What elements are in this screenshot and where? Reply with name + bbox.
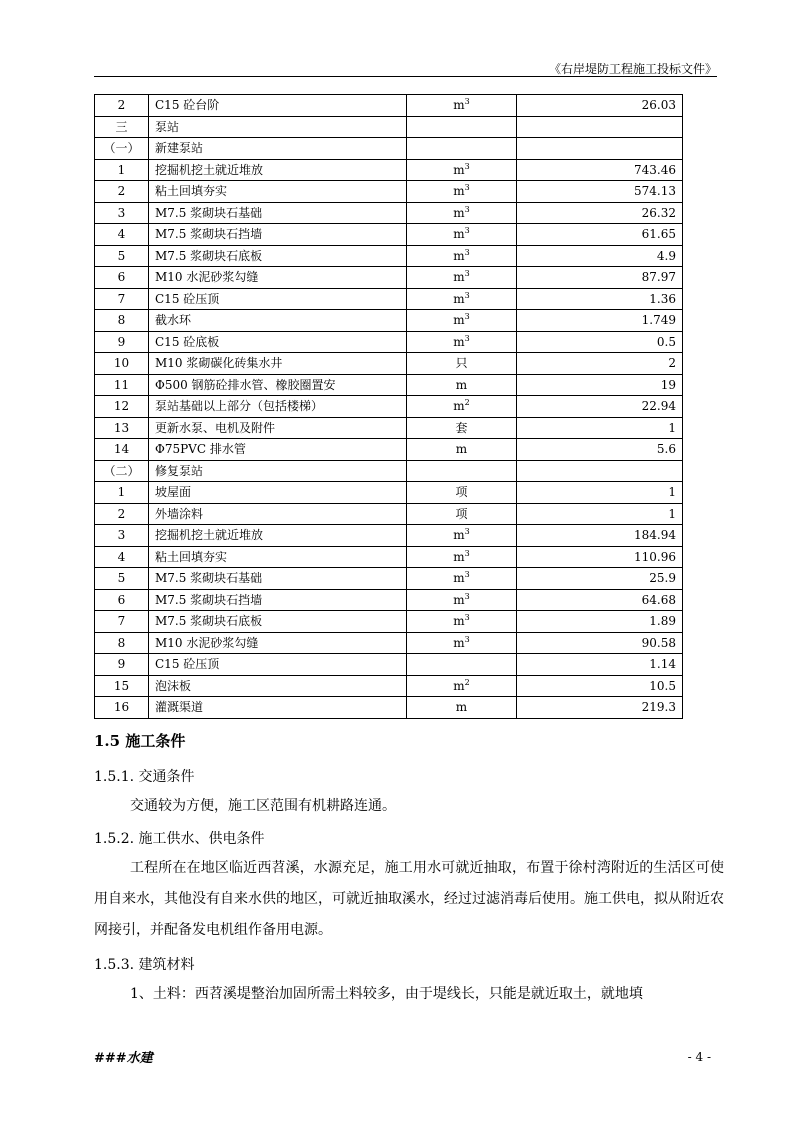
- unit-cell: [407, 396, 517, 418]
- quantity-cell: [517, 138, 683, 160]
- unit-exponent: 3: [464, 634, 470, 644]
- table-row: [95, 224, 683, 246]
- item-name-cell: 外墙涂料: [149, 503, 407, 525]
- unit-exponent: 3: [464, 97, 470, 107]
- unit-cell: [407, 697, 517, 719]
- unit-text: m: [453, 291, 465, 306]
- unit-text: m: [453, 98, 465, 113]
- quantity-cell: 0.5: [517, 331, 683, 353]
- item-number-cell: 2: [95, 181, 149, 203]
- unit-text: m: [453, 334, 465, 349]
- unit-cell: [407, 439, 517, 461]
- quantity-cell: 1.89: [517, 611, 683, 633]
- unit-exponent: 2: [464, 677, 470, 687]
- quantity-cell: 26.03: [517, 95, 683, 117]
- unit-cell: [407, 525, 517, 547]
- unit-cell: [407, 589, 517, 611]
- unit-text: m: [453, 205, 465, 220]
- unit-cell: [407, 675, 517, 697]
- unit-exponent: 2: [464, 398, 470, 408]
- table-row: [95, 310, 683, 332]
- item-number-cell: 6: [95, 267, 149, 289]
- item-number-cell: 2: [95, 95, 149, 117]
- item-name-cell: 泵站: [149, 116, 407, 138]
- quantity-cell: 1.749: [517, 310, 683, 332]
- item-name-cell: C15 砼压顶: [149, 654, 407, 676]
- unit-text: m: [453, 635, 465, 650]
- unit-text: m: [453, 270, 465, 285]
- table-row: [95, 568, 683, 590]
- item-number-cell: 11: [95, 374, 149, 396]
- quantity-cell: 1: [517, 482, 683, 504]
- quantity-cell: 219.3: [517, 697, 683, 719]
- table-row: [95, 288, 683, 310]
- quantity-cell: 184.94: [517, 525, 683, 547]
- unit-cell: [407, 116, 517, 138]
- table-row: [95, 611, 683, 633]
- item-name-cell: M7.5 浆砌块石挡墙: [149, 224, 407, 246]
- item-name-cell: M7.5 浆砌块石基础: [149, 568, 407, 590]
- unit-cell: [407, 224, 517, 246]
- quantity-cell: 743.46: [517, 159, 683, 181]
- table-row: [95, 675, 683, 697]
- table-row: [95, 439, 683, 461]
- unit-cell: [407, 267, 517, 289]
- subsection-heading-materials: 1.5.3. 建筑材料: [94, 957, 195, 973]
- item-name-cell: 泵站基础以上部分（包括楼梯）: [149, 396, 407, 418]
- item-number-cell: 7: [95, 288, 149, 310]
- quantity-cell: 4.9: [517, 245, 683, 267]
- unit-cell: [407, 460, 517, 482]
- item-number-cell: 15: [95, 675, 149, 697]
- table-row: [95, 546, 683, 568]
- item-name-cell: M7.5 浆砌块石底板: [149, 611, 407, 633]
- unit-cell: [407, 482, 517, 504]
- unit-text: m: [455, 700, 468, 715]
- table-row: [95, 138, 683, 160]
- quantity-cell: 64.68: [517, 589, 683, 611]
- item-number-cell: 9: [95, 654, 149, 676]
- quantity-cell: 110.96: [517, 546, 683, 568]
- quantity-cell: 1.14: [517, 654, 683, 676]
- table-row: [95, 632, 683, 654]
- table-row: [95, 697, 683, 719]
- unit-cell: [407, 546, 517, 568]
- table-row: [95, 417, 683, 439]
- item-number-cell: 3: [95, 525, 149, 547]
- subsection-heading-water-power: 1.5.2. 施工供水、供电条件: [94, 831, 265, 847]
- unit-text: 只: [455, 356, 468, 371]
- unit-text: m: [453, 399, 465, 414]
- unit-exponent: 3: [464, 527, 470, 537]
- quantity-cell: 5.6: [517, 439, 683, 461]
- document-header-title: 《右岸堤防工程施工投标文件》: [548, 62, 717, 76]
- quantity-cell: 26.32: [517, 202, 683, 224]
- quantity-cell: [517, 116, 683, 138]
- item-number-cell: 7: [95, 611, 149, 633]
- unit-text: m: [453, 162, 465, 177]
- item-number-cell: （二）: [95, 460, 149, 482]
- unit-cell: [407, 374, 517, 396]
- unit-cell: [407, 417, 517, 439]
- item-name-cell: Φ75PVC 排水管: [149, 439, 407, 461]
- item-number-cell: 1: [95, 482, 149, 504]
- paragraph-traffic: 交通较为方便，施工区范围有机耕路连通。: [130, 798, 396, 814]
- unit-cell: [407, 159, 517, 181]
- unit-text: 项: [455, 506, 468, 521]
- item-name-cell: 粘土回填夯实: [149, 546, 407, 568]
- unit-text: 项: [455, 485, 468, 500]
- unit-exponent: 3: [464, 548, 470, 558]
- item-number-cell: 8: [95, 632, 149, 654]
- unit-cell: [407, 611, 517, 633]
- quantity-cell: 1.36: [517, 288, 683, 310]
- section-heading: 1.5 施工条件: [94, 732, 186, 750]
- unit-text: m: [455, 377, 468, 392]
- unit-cell: [407, 288, 517, 310]
- table-row: [95, 374, 683, 396]
- unit-exponent: 3: [464, 333, 470, 343]
- unit-exponent: 3: [464, 204, 470, 214]
- item-number-cell: 三: [95, 116, 149, 138]
- subsection-heading-traffic: 1.5.1. 交通条件: [94, 769, 195, 785]
- item-name-cell: C15 砼底板: [149, 331, 407, 353]
- item-number-cell: 13: [95, 417, 149, 439]
- unit-exponent: 3: [464, 613, 470, 623]
- item-name-cell: M7.5 浆砌块石底板: [149, 245, 407, 267]
- paragraph-water-power: 工程所在在地区临近西苕溪，水源充足，施工用水可就近抽取，布置于徐村湾附近的生活区可使用自来水，其他没有自来水供的地区，可就近抽取溪水，经过过滤消毒后使用。施工供电，拟从附近农网接引，并配备发电机组作备用电源。: [94, 860, 724, 938]
- item-name-cell: 坡屋面: [149, 482, 407, 504]
- unit-exponent: 3: [464, 183, 470, 193]
- table-row: [95, 589, 683, 611]
- page-number: - 4 -: [687, 1050, 711, 1064]
- item-name-cell: M10 水泥砂浆勾缝: [149, 267, 407, 289]
- quantity-cell: [517, 460, 683, 482]
- unit-text: m: [455, 442, 468, 457]
- item-name-cell: 挖掘机挖土就近堆放: [149, 525, 407, 547]
- unit-exponent: 3: [464, 312, 470, 322]
- table-row: [95, 245, 683, 267]
- table-row: [95, 95, 683, 117]
- unit-exponent: 3: [464, 591, 470, 601]
- item-name-cell: 灌溉渠道: [149, 697, 407, 719]
- item-name-cell: Φ500 钢筋砼排水管、橡胶圈置安: [149, 374, 407, 396]
- unit-cell: [407, 181, 517, 203]
- quantity-cell: 574.13: [517, 181, 683, 203]
- unit-text: m: [453, 528, 465, 543]
- item-name-cell: 新建泵站: [149, 138, 407, 160]
- item-name-cell: 挖掘机挖土就近堆放: [149, 159, 407, 181]
- quantity-cell: 1: [517, 417, 683, 439]
- item-number-cell: （一）: [95, 138, 149, 160]
- header-divider: [94, 76, 717, 77]
- unit-text: m: [453, 184, 465, 199]
- footer-company: ###水建: [94, 1051, 153, 1066]
- quantity-table: [94, 94, 683, 719]
- quantity-cell: 10.5: [517, 675, 683, 697]
- item-number-cell: 2: [95, 503, 149, 525]
- item-name-cell: 更新水泵、电机及附件: [149, 417, 407, 439]
- unit-cell: [407, 202, 517, 224]
- quantity-cell: 1: [517, 503, 683, 525]
- unit-text: m: [453, 614, 465, 629]
- unit-text: m: [453, 592, 465, 607]
- item-name-cell: 粘土回填夯实: [149, 181, 407, 203]
- item-name-cell: M10 水泥砂浆勾缝: [149, 632, 407, 654]
- quantity-cell: 90.58: [517, 632, 683, 654]
- unit-cell: [407, 632, 517, 654]
- unit-exponent: 3: [464, 226, 470, 236]
- item-number-cell: 6: [95, 589, 149, 611]
- unit-cell: [407, 138, 517, 160]
- unit-exponent: 3: [464, 269, 470, 279]
- item-number-cell: 12: [95, 396, 149, 418]
- unit-exponent: 3: [464, 570, 470, 580]
- unit-cell: [407, 310, 517, 332]
- unit-cell: [407, 331, 517, 353]
- unit-exponent: 3: [464, 247, 470, 257]
- item-number-cell: 5: [95, 245, 149, 267]
- table-row: [95, 654, 683, 676]
- table-row: [95, 396, 683, 418]
- unit-text: m: [453, 678, 465, 693]
- item-name-cell: C15 砼压顶: [149, 288, 407, 310]
- item-number-cell: 16: [95, 697, 149, 719]
- table-row: [95, 202, 683, 224]
- paragraph-materials: 1、土料：西苕溪堤整治加固所需土料较多，由于堤线长，只能是就近取土，就地填: [130, 986, 643, 1002]
- quantity-cell: 19: [517, 374, 683, 396]
- item-name-cell: C15 砼台阶: [149, 95, 407, 117]
- unit-cell: [407, 503, 517, 525]
- item-name-cell: 修复泵站: [149, 460, 407, 482]
- item-number-cell: 3: [95, 202, 149, 224]
- item-number-cell: 10: [95, 353, 149, 375]
- item-number-cell: 8: [95, 310, 149, 332]
- unit-text: m: [453, 248, 465, 263]
- unit-exponent: 3: [464, 290, 470, 300]
- unit-cell: [407, 353, 517, 375]
- quantity-cell: 87.97: [517, 267, 683, 289]
- unit-text: m: [453, 227, 465, 242]
- table-row: [95, 460, 683, 482]
- unit-exponent: 3: [464, 161, 470, 171]
- quantity-cell: 61.65: [517, 224, 683, 246]
- item-number-cell: 5: [95, 568, 149, 590]
- unit-text: m: [453, 313, 465, 328]
- item-number-cell: 14: [95, 439, 149, 461]
- table-row: [95, 525, 683, 547]
- item-name-cell: 泡沫板: [149, 675, 407, 697]
- unit-cell: [407, 245, 517, 267]
- item-number-cell: 9: [95, 331, 149, 353]
- item-number-cell: 4: [95, 546, 149, 568]
- table-row: [95, 181, 683, 203]
- table-row: [95, 159, 683, 181]
- unit-text: 套: [455, 420, 468, 435]
- quantity-cell: 22.94: [517, 396, 683, 418]
- quantity-cell: 25.9: [517, 568, 683, 590]
- table-row: [95, 353, 683, 375]
- item-name-cell: M7.5 浆砌块石基础: [149, 202, 407, 224]
- item-name-cell: M10 浆砌碳化砖集水井: [149, 353, 407, 375]
- unit-text: m: [453, 571, 465, 586]
- table-row: [95, 116, 683, 138]
- item-name-cell: M7.5 浆砌块石挡墙: [149, 589, 407, 611]
- table-row: [95, 482, 683, 504]
- item-number-cell: 4: [95, 224, 149, 246]
- table-row: [95, 331, 683, 353]
- item-name-cell: 截水环: [149, 310, 407, 332]
- table-row: [95, 503, 683, 525]
- item-number-cell: 1: [95, 159, 149, 181]
- table-row: [95, 267, 683, 289]
- unit-cell: [407, 654, 517, 676]
- unit-text: m: [453, 549, 465, 564]
- unit-cell: [407, 568, 517, 590]
- unit-cell: [407, 95, 517, 117]
- quantity-cell: 2: [517, 353, 683, 375]
